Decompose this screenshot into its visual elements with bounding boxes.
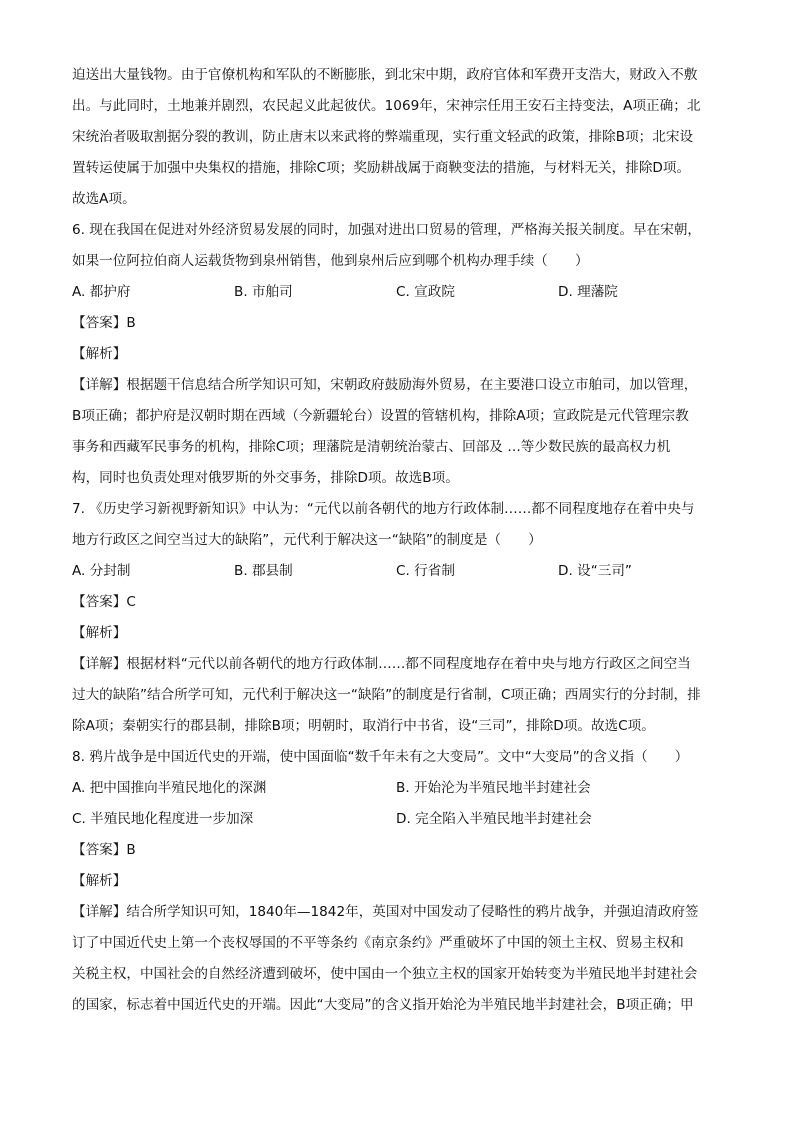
option-b: B. 市舶司: [234, 284, 293, 300]
explanation-line: 构，同时也负责处理对俄罗斯的外交事务，排除D项。故选B项。: [72, 470, 459, 486]
explanation-line: 【详解】根据题干信息结合所学知识可知，宋朝政府鼓励海外贸易，在主要港口设立市舶司，加以管理，: [72, 377, 698, 393]
analysis-label: 【解析】: [72, 873, 127, 889]
option-b: B. 郡县制: [234, 563, 293, 579]
option-d: D. 设“三司”: [558, 563, 632, 579]
option-d: D. 理藩院: [558, 284, 618, 300]
options-row: [72, 277, 724, 308]
answer-label: 【答案】C: [72, 594, 136, 610]
explanation-line: B项正确；都护府是汉朝时期在西域（今新疆轮台）设置的管辖机构，排除A项；宣政院是元代管理宗教: [72, 408, 689, 424]
question-stem: 7. 《历史学习新视野新知识》中认为：“元代以前各朝代的地方行政体制……都不同程度地存在着中央与: [72, 501, 695, 517]
text-line: 迫送出大量钱物。由于官僚机构和军队的不断膨胀，到北宋中期，政府官体和军费开支浩大，财政入不敷: [72, 67, 698, 83]
explanation-line: 关税主权，中国社会的自然经济遭到破坏，使中国由一个独立主权的国家开始转变为半殖民地半封建社会: [72, 966, 698, 982]
document-page: [72, 60, 724, 1021]
question-7: [72, 494, 724, 742]
analysis-label: 【解析】: [72, 346, 127, 362]
question-stem: 6. 现在我国在促进对外经济贸易发展的同时，加强对进出口贸易的管理，严格海关报关制度。早在宋朝，: [72, 222, 702, 238]
text-line: 宋统治者吸取割据分裂的教训，防止唐末以来武将的弊端重现，实行重文轻武的政策，排除B项；北宋设: [72, 129, 694, 145]
answer-label: 【答案】B: [72, 315, 136, 331]
text-line: 故选A项。: [72, 191, 136, 207]
option-b: B. 开始沦为半殖民地半封建社会: [396, 780, 591, 796]
question-6: [72, 215, 724, 494]
options-row: [72, 773, 724, 804]
explanation-line: 【详解】根据材料“元代以前各朝代的地方行政体制……都不同程度地存在着中央与地方行政区之间空当: [72, 656, 691, 672]
question-stem: 如果一位阿拉伯商人运载货物到泉州销售，他到泉州后应到哪个机构办理手续（ ）: [72, 253, 589, 269]
question-stem: 8. 鸦片战争是中国近代史的开端，使中国面临“数千年未有之大变局”。文中“大变局”的含义指（ ）: [72, 749, 689, 765]
option-a: A. 都护府: [72, 284, 131, 300]
explanation-line: 过大的缺陷”结合所学可知，元代利于解决这一“缺陷”的制度是行省制，C项正确；西周实行的分封制，排: [72, 687, 701, 703]
option-a: A. 分封制: [72, 563, 131, 579]
explanation-line: 除A项；秦朝实行的郡县制，排除B项；明朝时，取消行中书省，设“三司”，排除D项。故选C项。: [72, 718, 655, 734]
options-row: [72, 804, 724, 835]
question-8: [72, 742, 724, 1021]
question-stem: 地方行政区之间空当过大的缺陷”，元代利于解决这一“缺陷”的制度是（ ）: [72, 532, 542, 548]
text-line: 出。与此同时，土地兼并剧烈，农民起义此起彼伏。1069年，宋神宗任用王安石主持变法，A项正确；北: [72, 98, 701, 114]
text-line: 置转运使属于加强中央集权的措施，排除C项；奖励耕战属于商鞅变法的措施，与材料无关，排除D项。: [72, 160, 691, 176]
option-c: C. 半殖民地化程度进一步加深: [72, 811, 254, 827]
options-row: [72, 556, 724, 587]
option-a: A. 把中国推向半殖民地化的深渊: [72, 780, 267, 796]
explanation-line: 【详解】结合所学知识可知，1840年—1842年，英国对中国发动了侵略性的鸦片战争，并强迫清政府签: [72, 904, 699, 920]
explanation-line: 的国家，标志着中国近代史的开端。因此“大变局”的含义指开始沦为半殖民地半封建社会，B项正确；甲: [72, 997, 694, 1013]
option-c: C. 宣政院: [396, 284, 455, 300]
analysis-label: 【解析】: [72, 625, 127, 641]
explanation-line: 订了中国近代史上第一个丧权辱国的不平等条约《南京条约》严重破坏了中国的领土主权、贸易主权和: [72, 935, 684, 951]
explanation-line: 事务和西藏军民事务的机构，排除C项；理藩院是清朝统治蒙古、回部及 …等少数民族的最高权力机: [72, 439, 671, 455]
option-d: D. 完全陷入半殖民地半封建社会: [396, 811, 592, 827]
answer-label: 【答案】B: [72, 842, 136, 858]
previous-explanation: [72, 60, 724, 215]
option-c: C. 行省制: [396, 563, 455, 579]
